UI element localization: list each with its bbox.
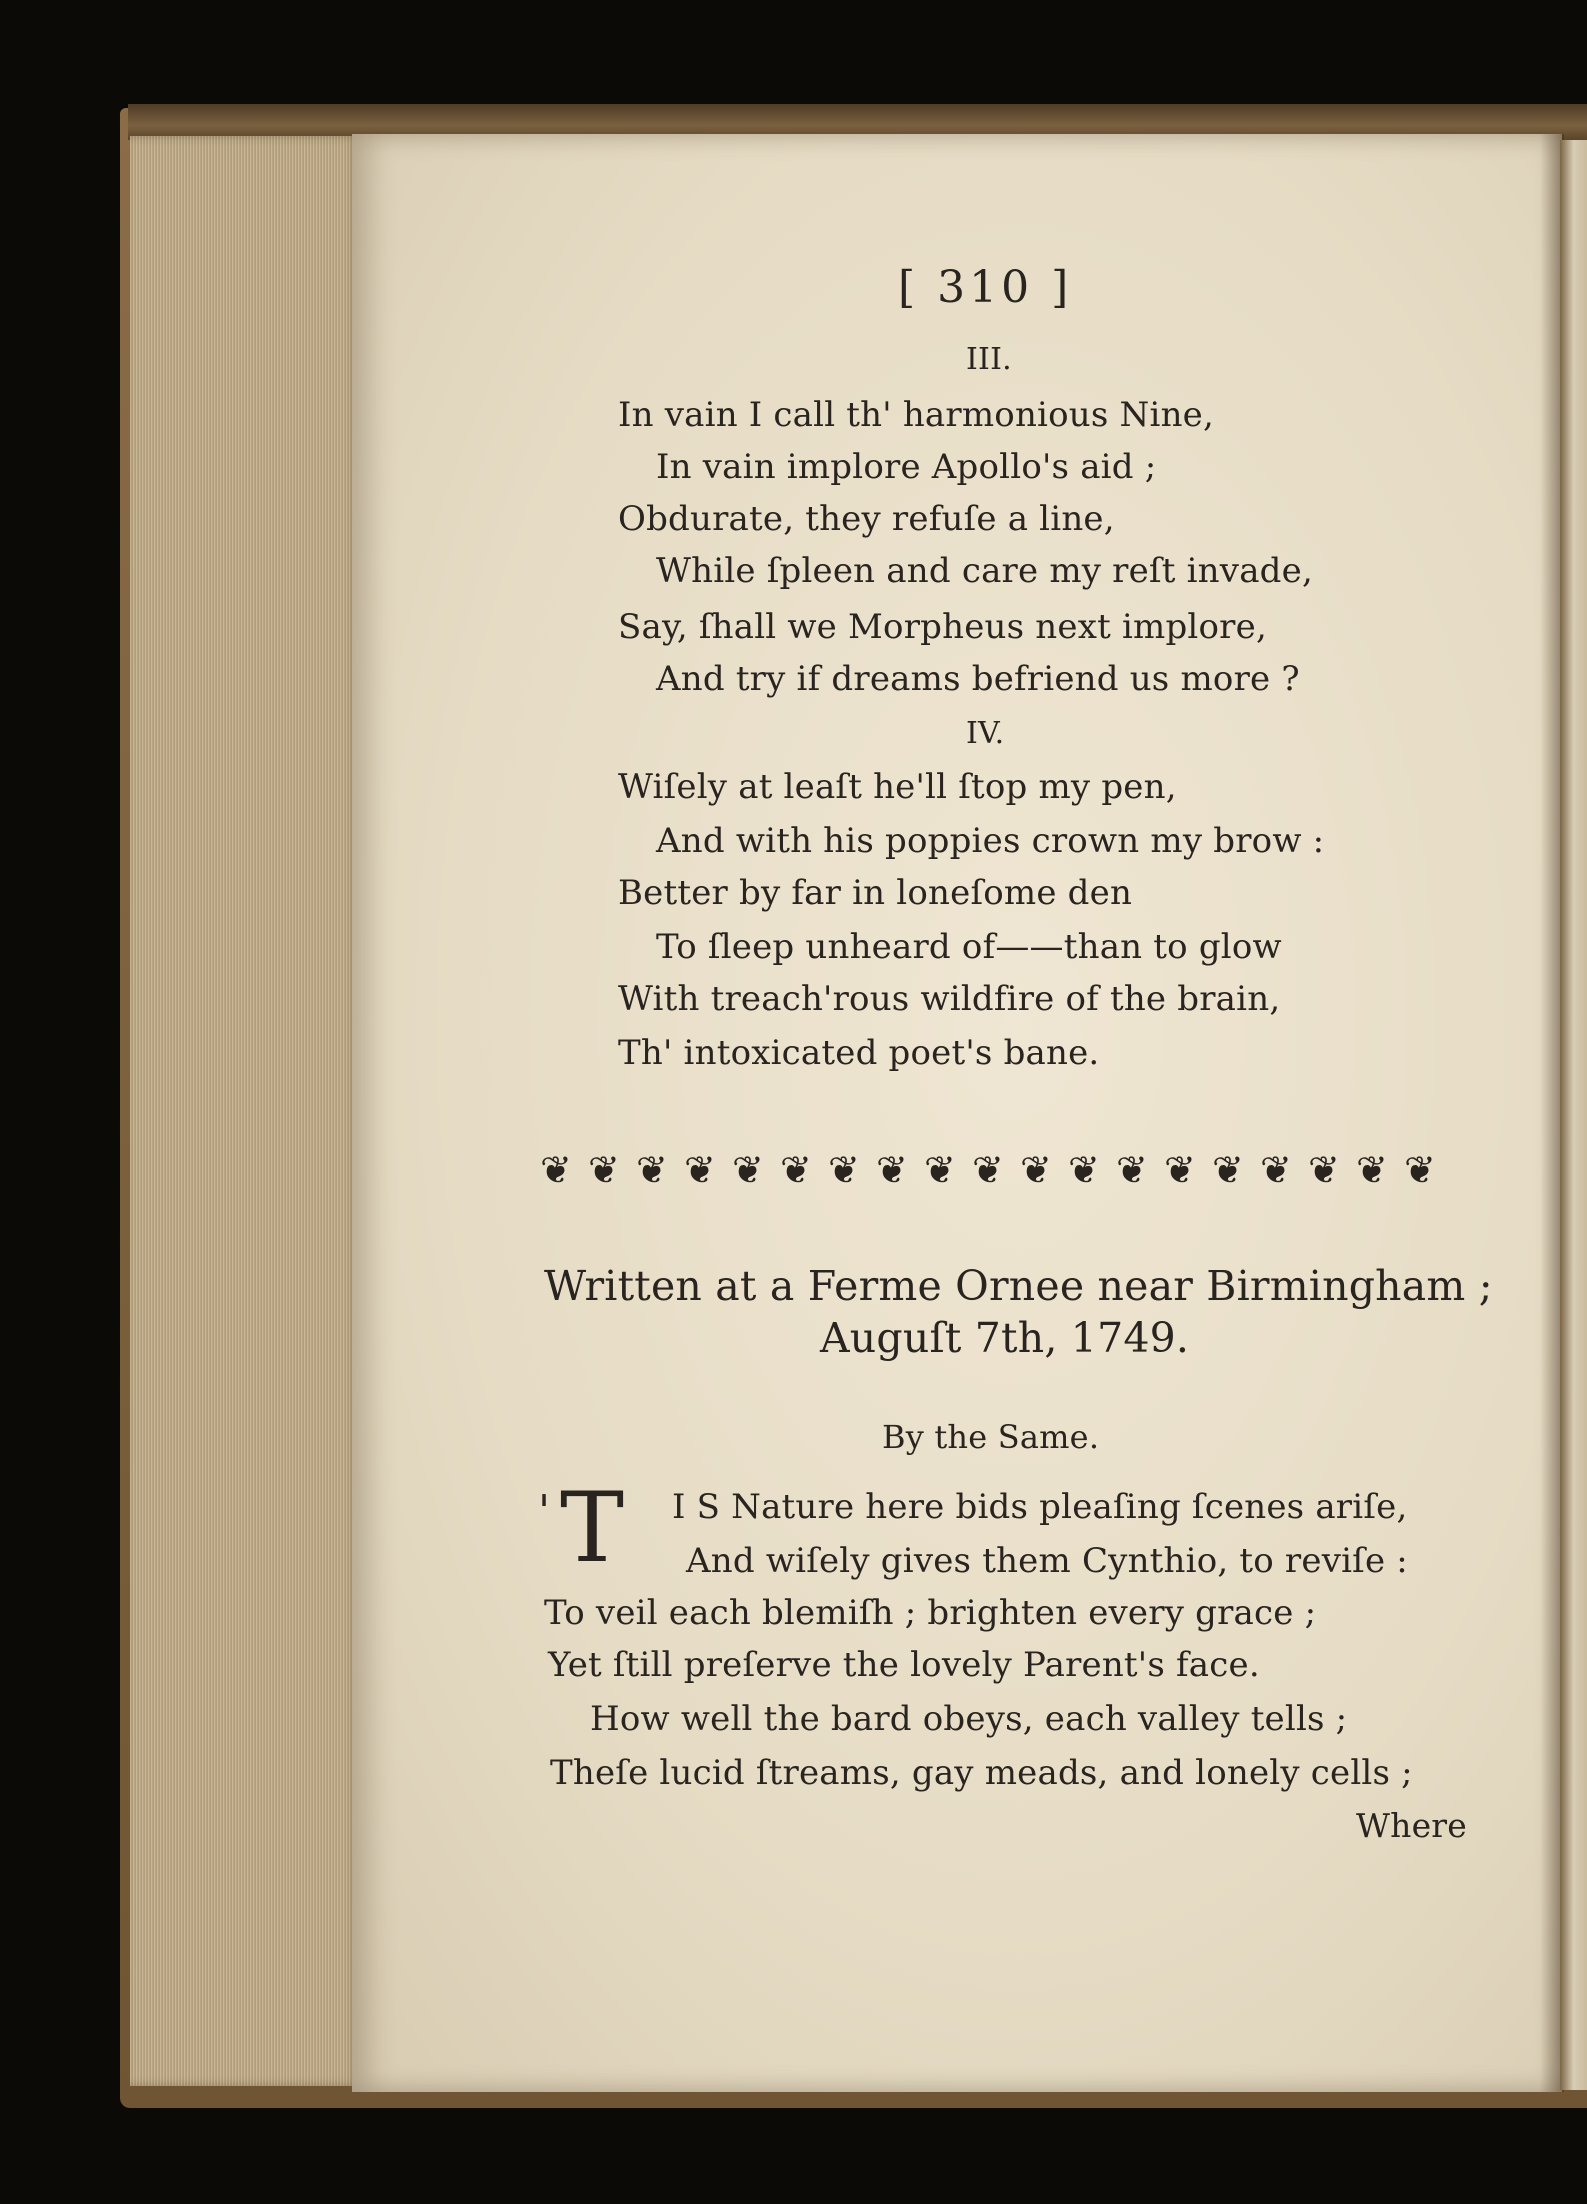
drop-cap: T	[560, 1472, 625, 1584]
ornament-glyph: ❦	[732, 1148, 764, 1192]
ornament-glyph: ❦	[1212, 1148, 1244, 1192]
verse-line: Theſe lucid ſtreams, gay meads, and lonely cells ;	[550, 1753, 1413, 1793]
ornament-glyph: ❦	[540, 1148, 572, 1192]
ornament-glyph: ❦	[1404, 1148, 1436, 1192]
verse-line: While ſpleen and care my reſt invade,	[656, 551, 1313, 591]
poem-date: Auguſt 7th, 1749.	[820, 1314, 1190, 1362]
ornament-glyph: ❦	[1164, 1148, 1196, 1192]
verse-line: To ſleep unheard of——than to glow	[656, 927, 1282, 967]
stanza-numeral-iv: IV.	[966, 716, 1005, 751]
opening-apostrophe: '	[538, 1486, 551, 1537]
byline: By the Same.	[882, 1418, 1100, 1456]
verse-line: To veil each blemiſh ; brighten every grace ;	[544, 1593, 1317, 1633]
ornament-glyph: ❦	[1260, 1148, 1292, 1192]
ornament-glyph: ❦	[1116, 1148, 1148, 1192]
verse-line: And with his poppies crown my brow :	[656, 821, 1325, 861]
verse-line: And wiſely gives them Cynthio, to reviſe :	[686, 1541, 1408, 1581]
ornament-glyph: ❦	[684, 1148, 716, 1192]
ornament-glyph: ❦	[924, 1148, 956, 1192]
verse-line: Say, ſhall we Morpheus next implore,	[618, 607, 1267, 647]
ornament-glyph: ❦	[972, 1148, 1004, 1192]
ornament-band	[540, 1148, 1460, 1196]
poem-title: Written at a Ferme Ornee near Birmingham ;	[544, 1262, 1493, 1310]
ornament-glyph: ❦	[1356, 1148, 1388, 1192]
verse-line: In vain implore Apollo's aid ;	[656, 447, 1157, 487]
stanza-numeral-iii: III.	[966, 342, 1012, 377]
verse-line: I S Nature here bids pleaſing ſcenes ariſe,	[672, 1487, 1408, 1527]
verse-line: Th' intoxicated poet's bane.	[618, 1033, 1100, 1073]
ornament-glyph: ❦	[636, 1148, 668, 1192]
verse-line: In vain I call th' harmonious Nine,	[618, 395, 1214, 435]
ornament-glyph: ❦	[780, 1148, 812, 1192]
ornament-glyph: ❦	[828, 1148, 860, 1192]
verse-line: Better by far in loneſome den	[618, 873, 1133, 913]
ornament-glyph: ❦	[1020, 1148, 1052, 1192]
verse-line: Yet ſtill preſerve the lovely Parent's face.	[548, 1645, 1260, 1685]
verse-line: And try if dreams befriend us more ?	[656, 659, 1300, 699]
verse-line: Wiſely at leaſt he'll ſtop my pen,	[618, 767, 1177, 807]
ornament-glyph: ❦	[1068, 1148, 1100, 1192]
ornament-glyph: ❦	[876, 1148, 908, 1192]
ornament-glyph: ❦	[1308, 1148, 1340, 1192]
catchword: Where	[1356, 1806, 1468, 1845]
facing-page	[1560, 140, 1587, 2090]
verse-line: How well the bard obeys, each valley tells ;	[590, 1699, 1348, 1739]
ornament-glyph: ❦	[588, 1148, 620, 1192]
page-edges	[130, 136, 363, 2086]
page-number: [ 310 ]	[898, 262, 1073, 313]
verse-line: With treach'rous wildfire of the brain,	[618, 979, 1281, 1019]
verse-line: Obdurate, they refuſe a line,	[618, 499, 1115, 539]
